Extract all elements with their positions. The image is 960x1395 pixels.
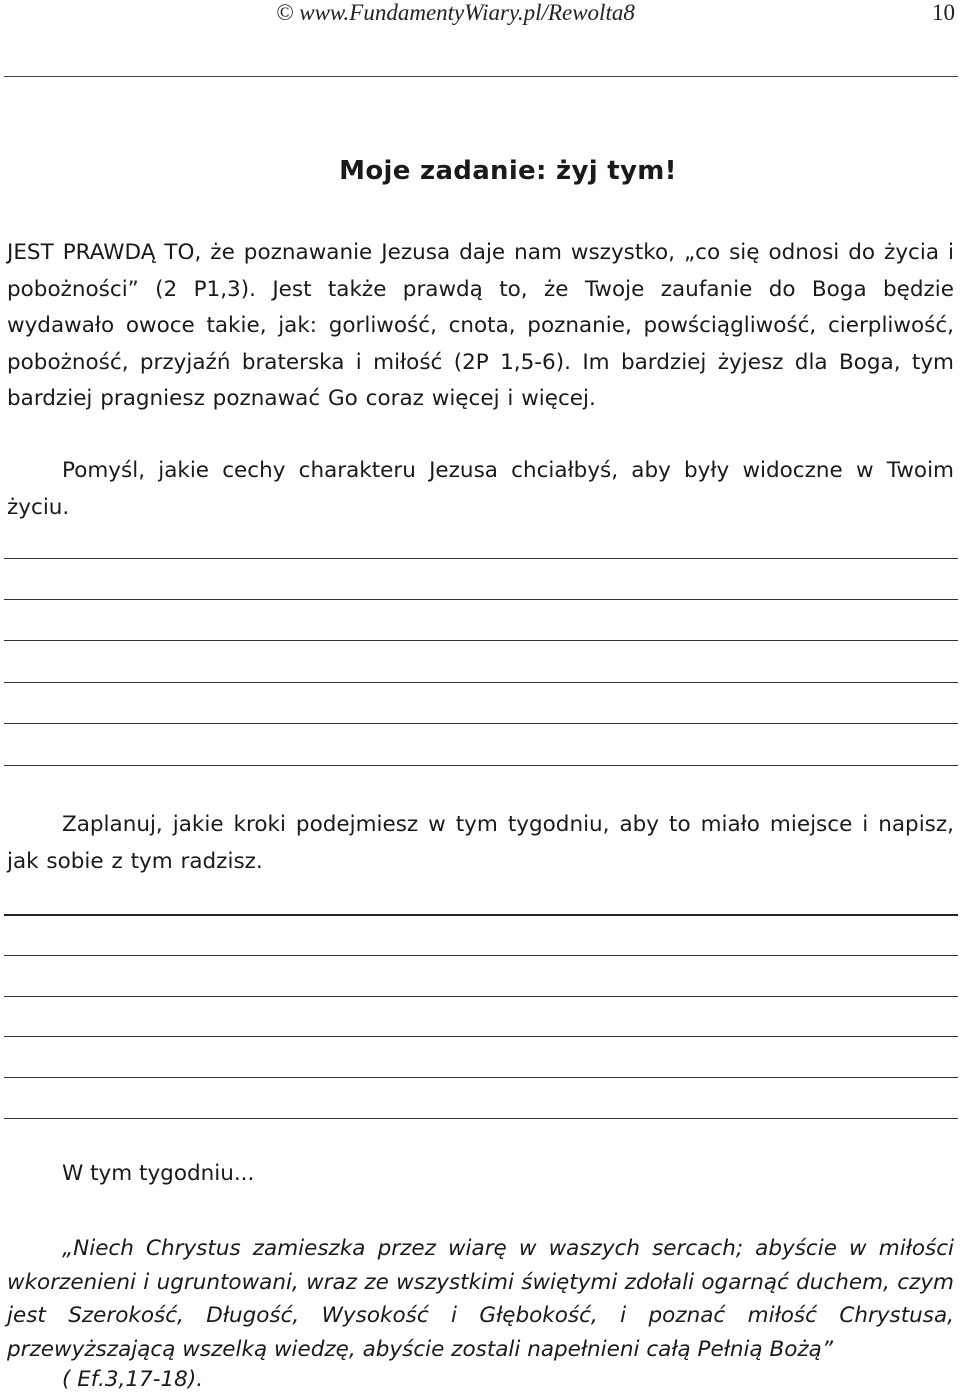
- scripture-reference: ( Ef.3,17-18).: [62, 1367, 204, 1392]
- page-number: 10: [932, 0, 955, 25]
- plan-prompt: Zaplanuj, jakie kroki podejmiesz w tym tygodniu, aby to miało miejsce i napisz, jak sobie z tym radzisz.: [7, 812, 954, 874]
- answer-line[interactable]: [4, 1118, 958, 1119]
- answer-line[interactable]: [4, 765, 958, 766]
- reflection-prompt: Pomyśl, jakie cechy charakteru Jezusa chciałbyś, aby były widoczne w Twoim życiu.: [7, 458, 954, 520]
- answer-line[interactable]: [4, 955, 958, 956]
- scripture-quote-text: „Niech Chrystus zamieszka przez wiarę w waszych sercach; abyście w miłości wkorzenieni i ugruntowani, wraz ze wszystkimi świętymi zdołali ogarnąć duchem, czym jest Szerokość, Długość, Wysokość i Głębokość, i poznać miłość Chrystusa, przewyższającą wszelką wiedzę, abyście zostali napełnieni całą Pełnią Bożą”: [7, 1236, 954, 1362]
- answer-line[interactable]: [4, 1077, 958, 1078]
- answer-line[interactable]: [4, 723, 958, 724]
- answer-line[interactable]: [4, 599, 958, 600]
- scripture-quote: [7, 1232, 954, 1366]
- answer-line[interactable]: [4, 914, 958, 916]
- week-label: W tym tygodniu...: [62, 1161, 255, 1186]
- header-site: © www.FundamentyWiary.pl/Rewolta8: [276, 0, 635, 25]
- page-header: [0, 0, 960, 36]
- header-divider: [4, 76, 958, 77]
- answer-line[interactable]: [4, 558, 958, 559]
- answer-line[interactable]: [4, 682, 958, 683]
- answer-line[interactable]: [4, 640, 958, 641]
- page-title: Moje zadanie: żyj tym!: [339, 156, 677, 186]
- answer-line[interactable]: [4, 996, 958, 997]
- answer-line[interactable]: [4, 1036, 958, 1037]
- intro-paragraph: JEST PRAWDĄ TO, że poznawanie Jezusa daje nam wszystko, „co się odnosi do życia i pobożności” (2 P1,3). Jest także prawdą to, że Twoje zaufanie do Boga będzie wydawało owoce takie, jak: gorliwość, cnota, poznanie, powściągliwość, cierpliwość, pobożność, przyjaźń braterska i miłość (2P 1,5-6). Im bardziej żyjesz dla Boga, tym bardziej pragniesz poznawać Go coraz więcej i więcej.: [7, 240, 954, 411]
